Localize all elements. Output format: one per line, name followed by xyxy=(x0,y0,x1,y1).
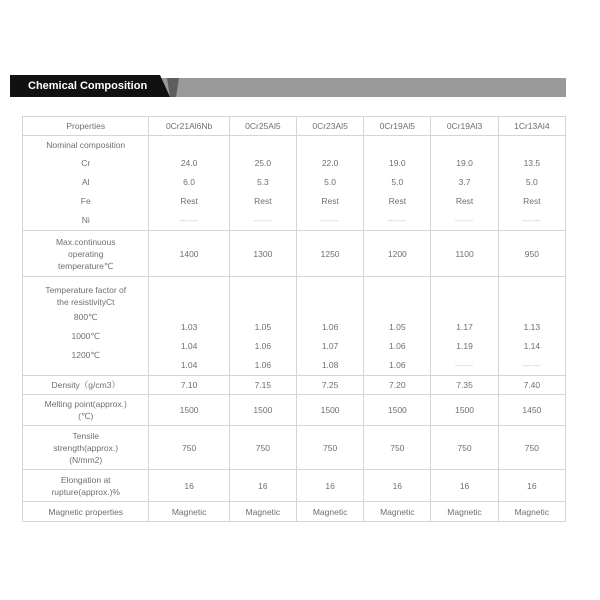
value-cell: 16 xyxy=(296,470,363,502)
nominal-values xyxy=(296,136,363,231)
value-cell: 7.40 xyxy=(498,376,565,395)
header-alloy: 0Cr19Al3 xyxy=(431,117,498,136)
section-banner xyxy=(10,75,566,97)
value-cell: Rest xyxy=(388,196,407,206)
value-cell: —— xyxy=(455,360,475,370)
value-cell: 1.06 xyxy=(254,341,272,351)
value-cell: 5.0 xyxy=(391,177,404,187)
composition-table xyxy=(22,116,566,522)
value-cell: 750 xyxy=(431,426,498,470)
value-cell: 950 xyxy=(498,231,565,277)
value-cell: Rest xyxy=(523,196,541,206)
label-tensile-strength xyxy=(23,426,149,470)
value-cell: 16 xyxy=(364,470,431,502)
value-cell: Rest xyxy=(321,196,339,206)
header-alloy: 0Cr25Al5 xyxy=(229,117,296,136)
header-alloy: 0Cr21Al6Nb xyxy=(149,117,229,136)
value-cell: 1.06 xyxy=(254,360,272,370)
value-cell: —— xyxy=(522,215,542,225)
value-cell: 3.7 xyxy=(458,177,471,187)
label-max-temperature xyxy=(23,231,149,277)
element-ni: Ni xyxy=(81,215,90,225)
value-cell: 1.05 xyxy=(254,322,272,332)
value-cell: 5.0 xyxy=(525,177,538,187)
row-elongation xyxy=(23,470,566,502)
row-magnetic-properties xyxy=(23,502,566,522)
value-cell: —— xyxy=(253,215,273,225)
header-alloy: 0Cr19Al5 xyxy=(364,117,431,136)
value-cell: —— xyxy=(455,215,475,225)
label-line: (N/mm2) xyxy=(69,454,103,465)
label-line: Temperature factor of xyxy=(45,285,127,295)
value-cell: Rest xyxy=(254,196,272,206)
element-al: Al xyxy=(81,177,90,187)
temp-factor-values xyxy=(364,277,431,376)
label-line: (℃) xyxy=(78,411,94,421)
row-max-temperature xyxy=(23,231,566,277)
nominal-title: Nominal composition xyxy=(46,140,126,150)
value-cell: 1.08 xyxy=(321,360,339,370)
value-cell: 1250 xyxy=(296,231,363,277)
value-cell: 750 xyxy=(296,426,363,470)
nominal-values xyxy=(364,136,431,231)
value-cell: 16 xyxy=(498,470,565,502)
label-line: Elongation at xyxy=(60,474,111,485)
value-cell: Magnetic xyxy=(296,502,363,522)
value-cell: 1450 xyxy=(498,395,565,426)
value-cell: 7.35 xyxy=(431,376,498,395)
value-cell: Magnetic xyxy=(498,502,565,522)
value-cell: 1.06 xyxy=(389,341,406,351)
label-magnetic-properties: Magnetic properties xyxy=(23,502,149,522)
value-cell: 1.13 xyxy=(523,322,541,332)
value-cell: 19.0 xyxy=(456,158,473,168)
value-cell: —— xyxy=(320,215,340,225)
row-temperature-factor xyxy=(23,277,566,376)
value-cell: 750 xyxy=(498,426,565,470)
value-cell: 7.10 xyxy=(149,376,229,395)
label-line: strength(approx.) xyxy=(53,442,119,453)
element-fe: Fe xyxy=(80,196,91,206)
temp-factor-values xyxy=(498,277,565,376)
header-alloy: 0Cr23Al5 xyxy=(296,117,363,136)
temp-factor-values xyxy=(229,277,296,376)
header-alloy: 1Cr13Al4 xyxy=(498,117,565,136)
header-properties: Properties xyxy=(23,117,149,136)
nominal-values xyxy=(229,136,296,231)
value-cell: 750 xyxy=(229,426,296,470)
value-cell: 1.17 xyxy=(456,322,473,332)
value-cell: —— xyxy=(179,215,199,225)
value-cell: Magnetic xyxy=(431,502,498,522)
label-melting-point xyxy=(23,395,149,426)
row-melting-point xyxy=(23,395,566,426)
temp-factor-values xyxy=(149,277,229,376)
value-cell: Rest xyxy=(455,196,474,206)
temp-1000: 1000℃ xyxy=(71,331,100,341)
value-cell: 1100 xyxy=(431,231,498,277)
value-cell: 1500 xyxy=(296,395,363,426)
label-line: Melting point(approx.) xyxy=(44,399,127,409)
value-cell: 1300 xyxy=(229,231,296,277)
value-cell: 1.05 xyxy=(389,322,406,332)
value-cell: 22.0 xyxy=(321,158,339,168)
nominal-values xyxy=(149,136,229,231)
value-cell: —— xyxy=(387,215,407,225)
value-cell: 7.20 xyxy=(364,376,431,395)
value-cell: 19.0 xyxy=(389,158,406,168)
value-cell: 1500 xyxy=(229,395,296,426)
value-cell: 5.0 xyxy=(324,177,336,187)
value-cell: 1.14 xyxy=(523,341,541,351)
value-cell: 1400 xyxy=(149,231,229,277)
value-cell: 750 xyxy=(149,426,229,470)
value-cell: 5.3 xyxy=(256,177,269,187)
value-cell: 7.25 xyxy=(296,376,363,395)
value-cell: 6.0 xyxy=(183,177,195,187)
row-density xyxy=(23,376,566,395)
value-cell: 24.0 xyxy=(180,158,198,168)
element-cr: Cr xyxy=(81,158,91,168)
value-cell: Magnetic xyxy=(229,502,296,522)
label-line: Tensile xyxy=(72,430,99,441)
value-cell: 1500 xyxy=(431,395,498,426)
nominal-values xyxy=(431,136,498,231)
value-cell: 1.19 xyxy=(456,341,473,351)
value-cell: 16 xyxy=(431,470,498,502)
label-line: rupture(approx.)% xyxy=(51,486,120,497)
value-cell: 16 xyxy=(229,470,296,502)
label-line: the resistivityCt xyxy=(56,297,115,307)
value-cell: Magnetic xyxy=(149,502,229,522)
row-tensile-strength xyxy=(23,426,566,470)
value-cell: 25.0 xyxy=(254,158,272,168)
value-cell: —— xyxy=(522,360,542,370)
value-cell: 7.15 xyxy=(229,376,296,395)
label-temperature-factor xyxy=(23,277,149,376)
value-cell: 1.03 xyxy=(180,322,198,332)
value-cell: 16 xyxy=(149,470,229,502)
value-cell: 1500 xyxy=(364,395,431,426)
temp-factor-values xyxy=(431,277,498,376)
value-cell: 1.04 xyxy=(180,360,198,370)
header-row xyxy=(23,117,566,136)
value-cell: 750 xyxy=(364,426,431,470)
value-cell: Magnetic xyxy=(364,502,431,522)
label-elongation xyxy=(23,470,149,502)
label-line: Max.continuous xyxy=(55,236,116,247)
label-line: operating xyxy=(68,248,104,259)
value-cell: 1.07 xyxy=(321,341,339,351)
value-cell: 13.5 xyxy=(523,158,541,168)
value-cell: 1.06 xyxy=(389,360,406,370)
label-density: Density（g/cm3） xyxy=(23,376,149,395)
value-cell: Rest xyxy=(180,196,198,206)
value-cell: 1500 xyxy=(149,395,229,426)
temp-factor-values xyxy=(296,277,363,376)
nominal-values xyxy=(498,136,565,231)
label-nominal-composition xyxy=(23,136,149,231)
label-line: temperature℃ xyxy=(58,260,114,271)
value-cell: 1.04 xyxy=(180,341,198,351)
temp-1200: 1200℃ xyxy=(71,350,100,360)
section-title: Chemical Composition xyxy=(28,80,148,92)
row-nominal-composition xyxy=(23,136,566,231)
value-cell: 1200 xyxy=(364,231,431,277)
value-cell: 1.06 xyxy=(321,322,339,332)
temp-800: 800℃ xyxy=(73,312,98,322)
